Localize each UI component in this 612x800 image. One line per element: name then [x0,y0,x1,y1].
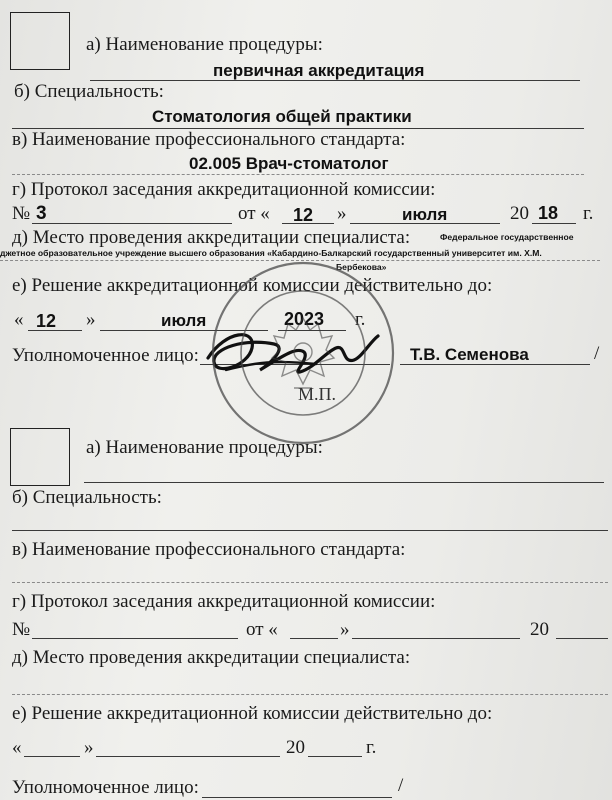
protocol-day-line-1 [282,223,334,224]
valid-day-line-1 [28,330,82,331]
authorized-slash-2: / [398,775,404,796]
procedure-value-1: первичная аккредитация [213,61,425,80]
valid-year-line-2 [308,756,362,757]
valid-open-quote-1: « [14,309,24,330]
valid-month-line-2 [96,756,280,757]
protocol-year-line-2 [556,638,608,639]
specialty-line-2 [12,530,608,531]
valid-month-1: июля [161,311,207,330]
official-seal [208,258,398,448]
protocol-number-1: 3 [36,203,47,224]
protocol-year-line-1 [532,223,576,224]
protocol-close-quote-1: » [337,203,347,224]
protocol-number-line-1 [32,223,232,224]
place-label-2: д) Место проведения аккредитации специалиста: [12,647,411,668]
place-value-line3-1: Бербекова» [336,262,387,272]
protocol-year-prefix-1: 20 [510,203,529,224]
valid-open-quote-2: « [12,737,22,758]
valid-year-unit-1: г. [355,309,366,330]
decision-label-2: е) Решение аккредитационной комиссии действительно до: [12,703,493,724]
protocol-num-sign-2: № [12,619,31,640]
specialty-value-1: Стоматология общей практики [152,107,412,126]
checkbox-2[interactable] [10,428,70,486]
procedure-label-1: а) Наименование процедуры: [86,34,323,55]
protocol-month-1: июля [402,205,448,224]
place-value-line2-1: джетное образовательное учреждение высшего образования «Кабардино-Балкарский государственный университет им. Х.М. [0,248,542,258]
valid-close-quote-2: » [84,737,94,758]
protocol-from-label-1: от « [238,203,270,224]
place-label-1: д) Место проведения аккредитации специалиста: [12,227,411,248]
standard-label-1: в) Наименование профессионального стандарта: [12,129,406,150]
valid-day-line-2 [24,756,80,757]
protocol-from-label-2: от « [246,619,278,640]
protocol-number-line-2 [32,638,238,639]
protocol-year-unit-1: г. [583,203,594,224]
standard-line-1 [12,174,584,175]
valid-close-quote-1: » [86,309,96,330]
protocol-close-quote-2: » [340,619,350,640]
authorized-slash-1: / [594,343,600,364]
standard-label-2: в) Наименование профессионального стандарта: [12,539,406,560]
valid-year-unit-2: г. [366,737,377,758]
protocol-month-line-2 [352,638,520,639]
authorized-label-2: Уполномоченное лицо: [12,777,199,798]
procedure-line-2 [84,482,604,483]
valid-year-1: 2023 [284,309,325,329]
seal-mark: М.П. [298,384,337,404]
valid-year-prefix-2: 20 [286,737,305,758]
procedure-label-2: а) Наименование процедуры: [86,437,323,458]
specialty-label-2: б) Специальность: [12,487,162,508]
authorized-label-1: Уполномоченное лицо: [12,345,199,366]
protocol-label-1: г) Протокол заседания аккредитационной комиссии: [12,179,436,200]
protocol-num-sign-1: № [12,203,31,224]
authorized-sign-line-2 [202,797,392,798]
place-line-2 [12,694,608,695]
protocol-month-line-1 [350,223,500,224]
decision-label-1: е) Решение аккредитационной комиссии действительно до: [12,275,493,296]
specialty-label-1: б) Специальность: [14,81,164,102]
checkbox-1[interactable] [10,12,70,70]
standard-line-2 [12,582,608,583]
valid-day-1: 12 [36,311,57,331]
authorized-name-line-1 [400,364,590,365]
protocol-day-line-2 [290,638,338,639]
protocol-day-1: 12 [293,205,314,225]
protocol-year-prefix-2: 20 [530,619,549,640]
standard-value-1: 02.005 Врач-стоматолог [189,154,389,173]
authorized-name-1: Т.В. Семенова [410,345,529,364]
place-value-line1-1: Федеральное государственное [440,232,574,242]
protocol-year-suffix-1: 18 [538,203,559,223]
protocol-label-2: г) Протокол заседания аккредитационной комиссии: [12,591,436,612]
